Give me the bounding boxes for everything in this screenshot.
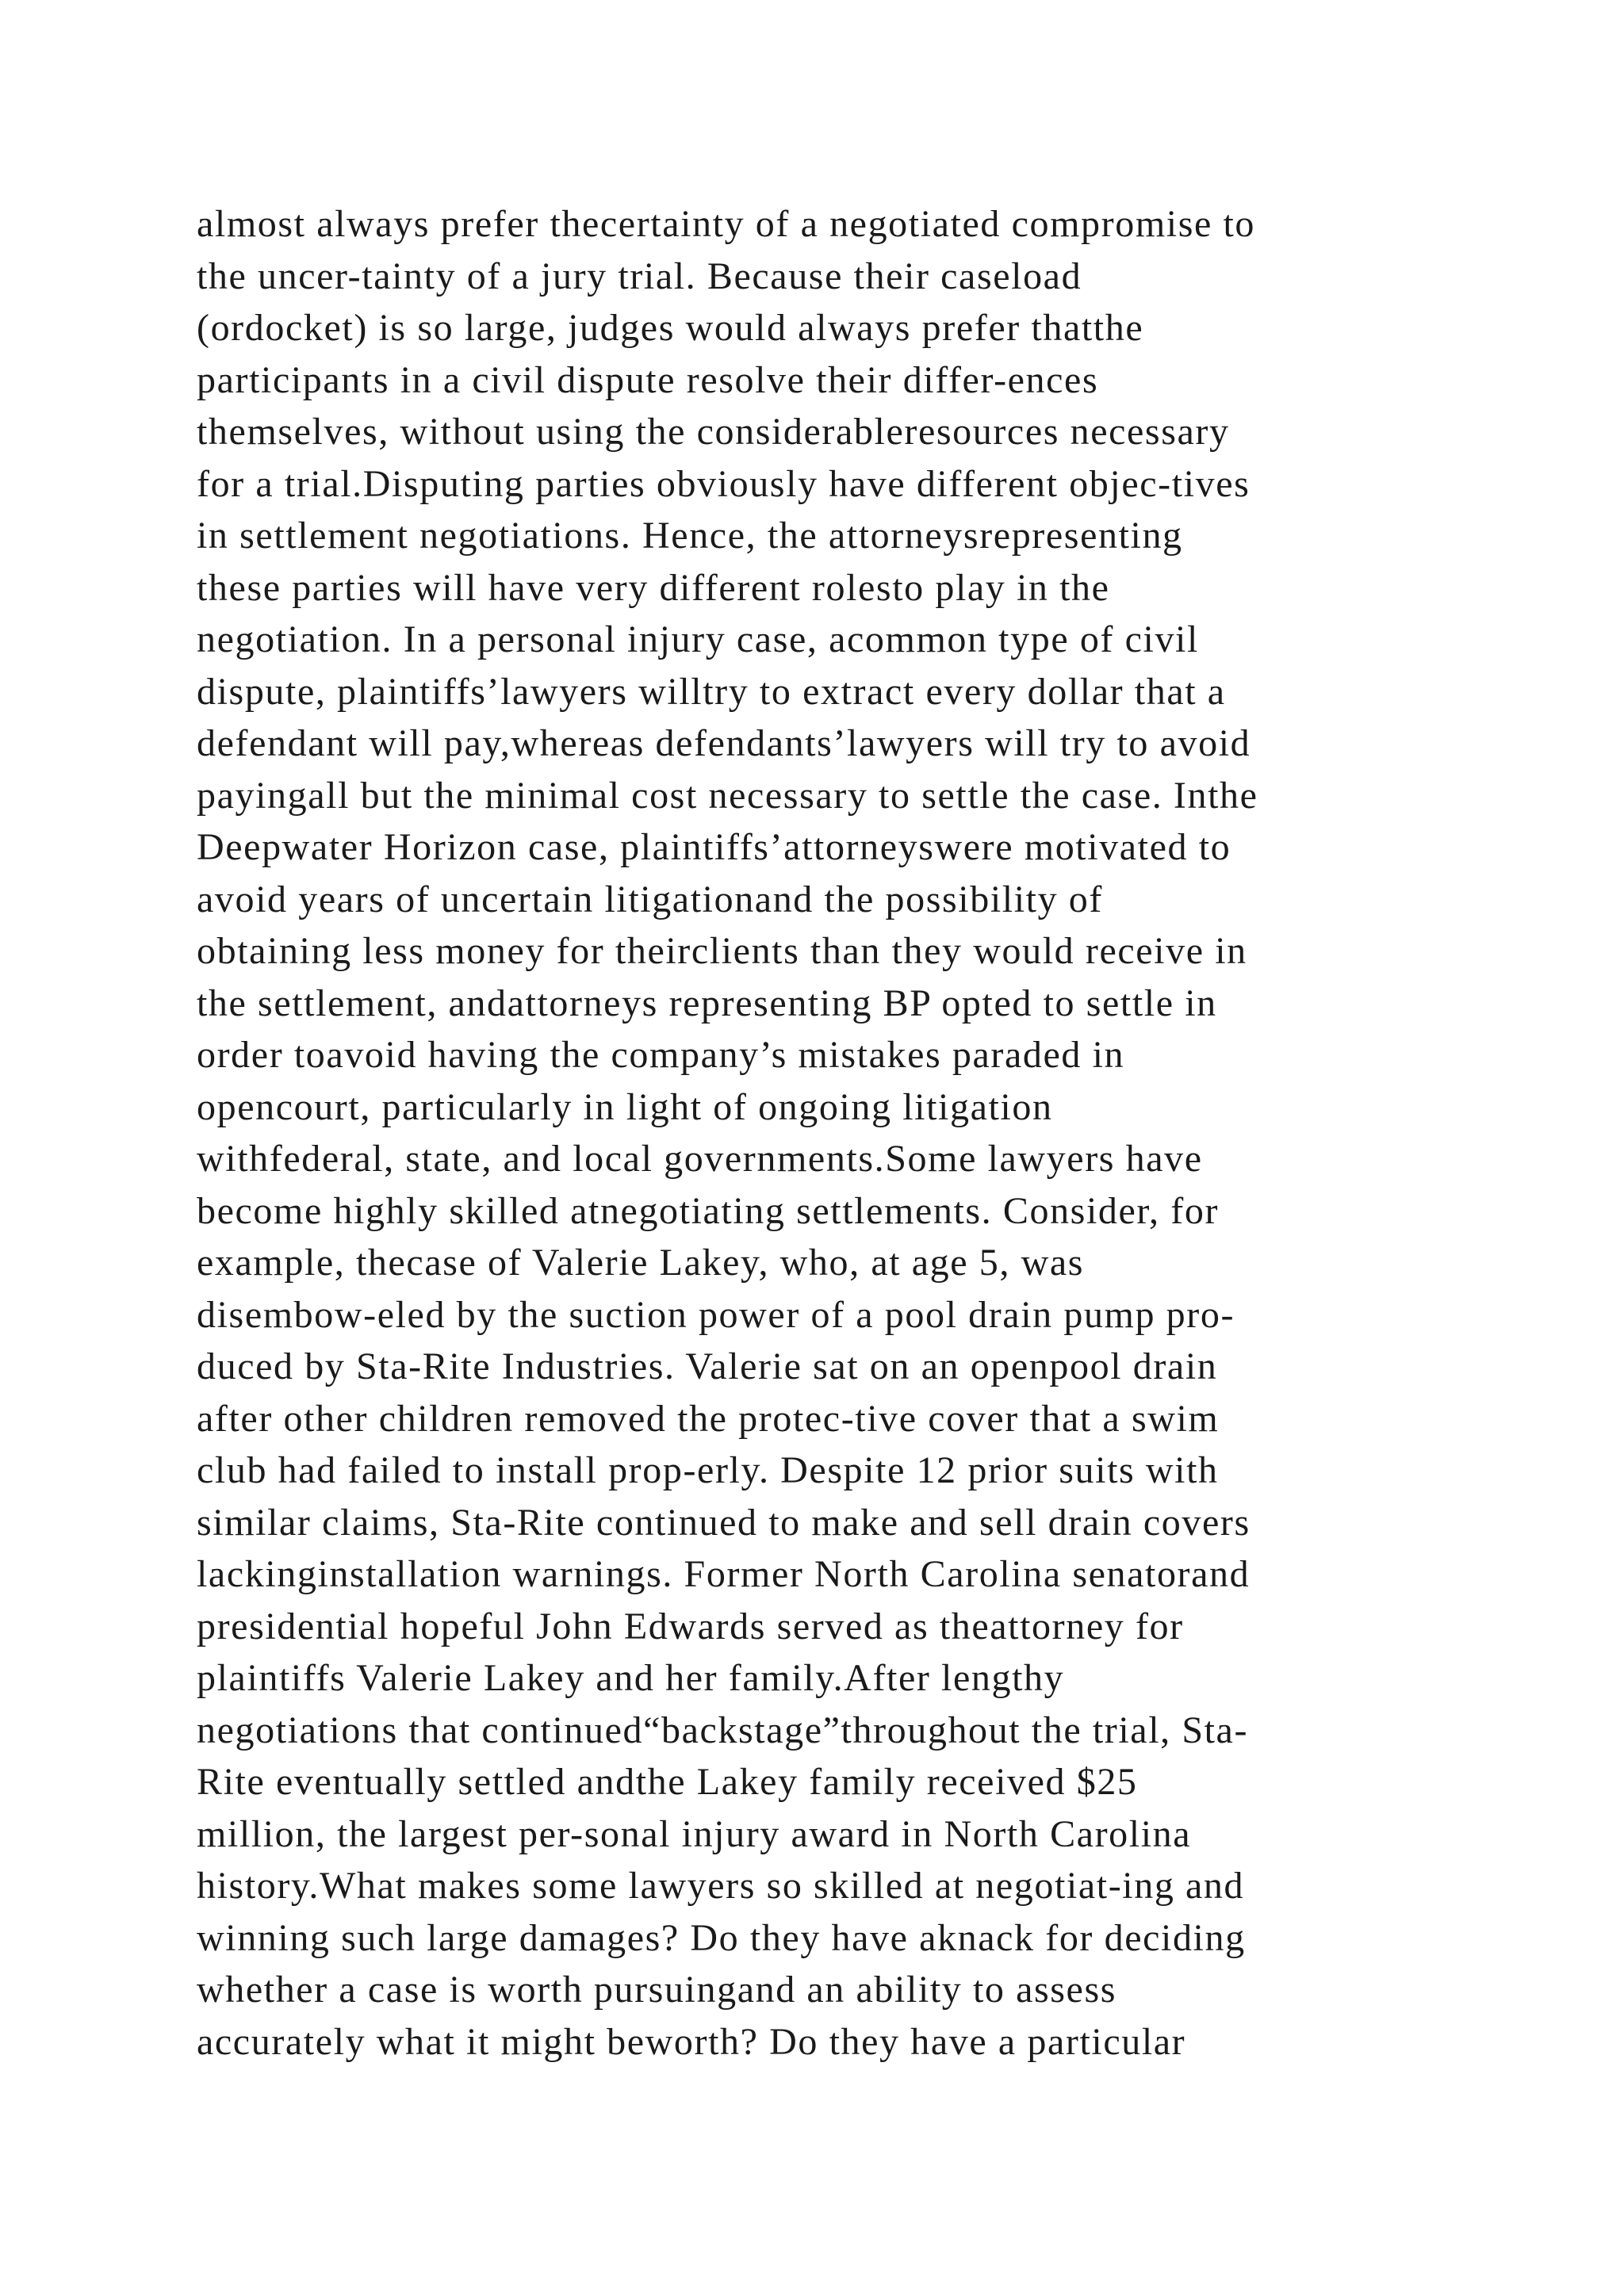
- text-line: plaintiffs Valerie Lakey and her family.After lengthy: [197, 1657, 1065, 1699]
- text-line: lackinginstallation warnings. Former North Carolina senatorand: [197, 1553, 1251, 1595]
- text-line: obtaining less money for theirclients than they would receive in: [197, 930, 1247, 972]
- text-line: for a trial.Disputing parties obviously have different objec-tives: [197, 462, 1251, 505]
- text-line: become highly skilled atnegotiating settlements. Consider, for: [197, 1189, 1220, 1232]
- text-line: dispute, plaintiffs’lawyers willtry to extract every dollar that a: [197, 670, 1226, 713]
- text-line: the uncer-tainty of a jury trial. Because their caseload: [197, 254, 1082, 297]
- text-line: Deepwater Horizon case, plaintiffs’attorneyswere motivated to: [197, 826, 1231, 868]
- text-line: example, thecase of Valerie Lakey, who, at age 5, was: [197, 1242, 1085, 1284]
- text-line: duced by Sta-Rite Industries. Valerie sat on an openpool drain: [197, 1345, 1218, 1387]
- text-line: negotiations that continued“backstage”throughout the trial, Sta-: [197, 1709, 1249, 1751]
- text-line: participants in a civil dispute resolve their differ-ences: [197, 358, 1099, 401]
- text-line: the settlement, andattorneys representing BP opted to settle in: [197, 982, 1217, 1024]
- text-line: presidential hopeful John Edwards served as theattorney for: [197, 1605, 1184, 1647]
- text-line: Rite eventually settled andthe Lakey family received $25: [197, 1761, 1138, 1803]
- text-line: withfederal, state, and local governments.Some lawyers have: [197, 1138, 1203, 1180]
- text-line: negotiation. In a personal injury case, acommon type of civil: [197, 618, 1199, 660]
- text-line: whether a case is worth pursuingand an ability to assess: [197, 1969, 1117, 2011]
- text-line: after other children removed the protec-tive cover that a swim: [197, 1397, 1220, 1440]
- text-line: accurately what it might beworth? Do they have a particular: [197, 2020, 1186, 2063]
- text-line: themselves, without using the considerableresources necessary: [197, 411, 1230, 453]
- text-line: order toavoid having the company’s mistakes paraded in: [197, 1034, 1125, 1076]
- text-line: almost always prefer thecertainty of a negotiated compromise to: [197, 203, 1256, 245]
- text-line: million, the largest per-sonal injury award in North Carolina: [197, 1812, 1192, 1855]
- text-line: these parties will have very different rolesto play in the: [197, 566, 1110, 609]
- text-line: in settlement negotiations. Hence, the attorneysrepresenting: [197, 515, 1183, 557]
- text-line: club had failed to install prop-erly. Despite 12 prior suits with: [197, 1449, 1219, 1491]
- body-text: [197, 198, 1481, 2068]
- text-line: history.What makes some lawyers so skilled at negotiat-ing and: [197, 1865, 1245, 1907]
- text-line: payingall but the minimal cost necessary to settle the case. Inthe: [197, 774, 1258, 817]
- text-line: disembow-eled by the suction power of a pool drain pump pro-: [197, 1293, 1235, 1336]
- text-line: winning such large damages? Do they have aknack for deciding: [197, 1916, 1246, 1959]
- text-line: (ordocket) is so large, judges would always prefer thatthe: [197, 307, 1144, 349]
- text-line: opencourt, particularly in light of ongoing litigation: [197, 1085, 1053, 1128]
- text-line: avoid years of uncertain litigationand the possibility of: [197, 878, 1103, 920]
- text-line: similar claims, Sta-Rite continued to make and sell drain covers: [197, 1501, 1251, 1544]
- text-line: defendant will pay,whereas defendants’lawyers will try to avoid: [197, 722, 1251, 764]
